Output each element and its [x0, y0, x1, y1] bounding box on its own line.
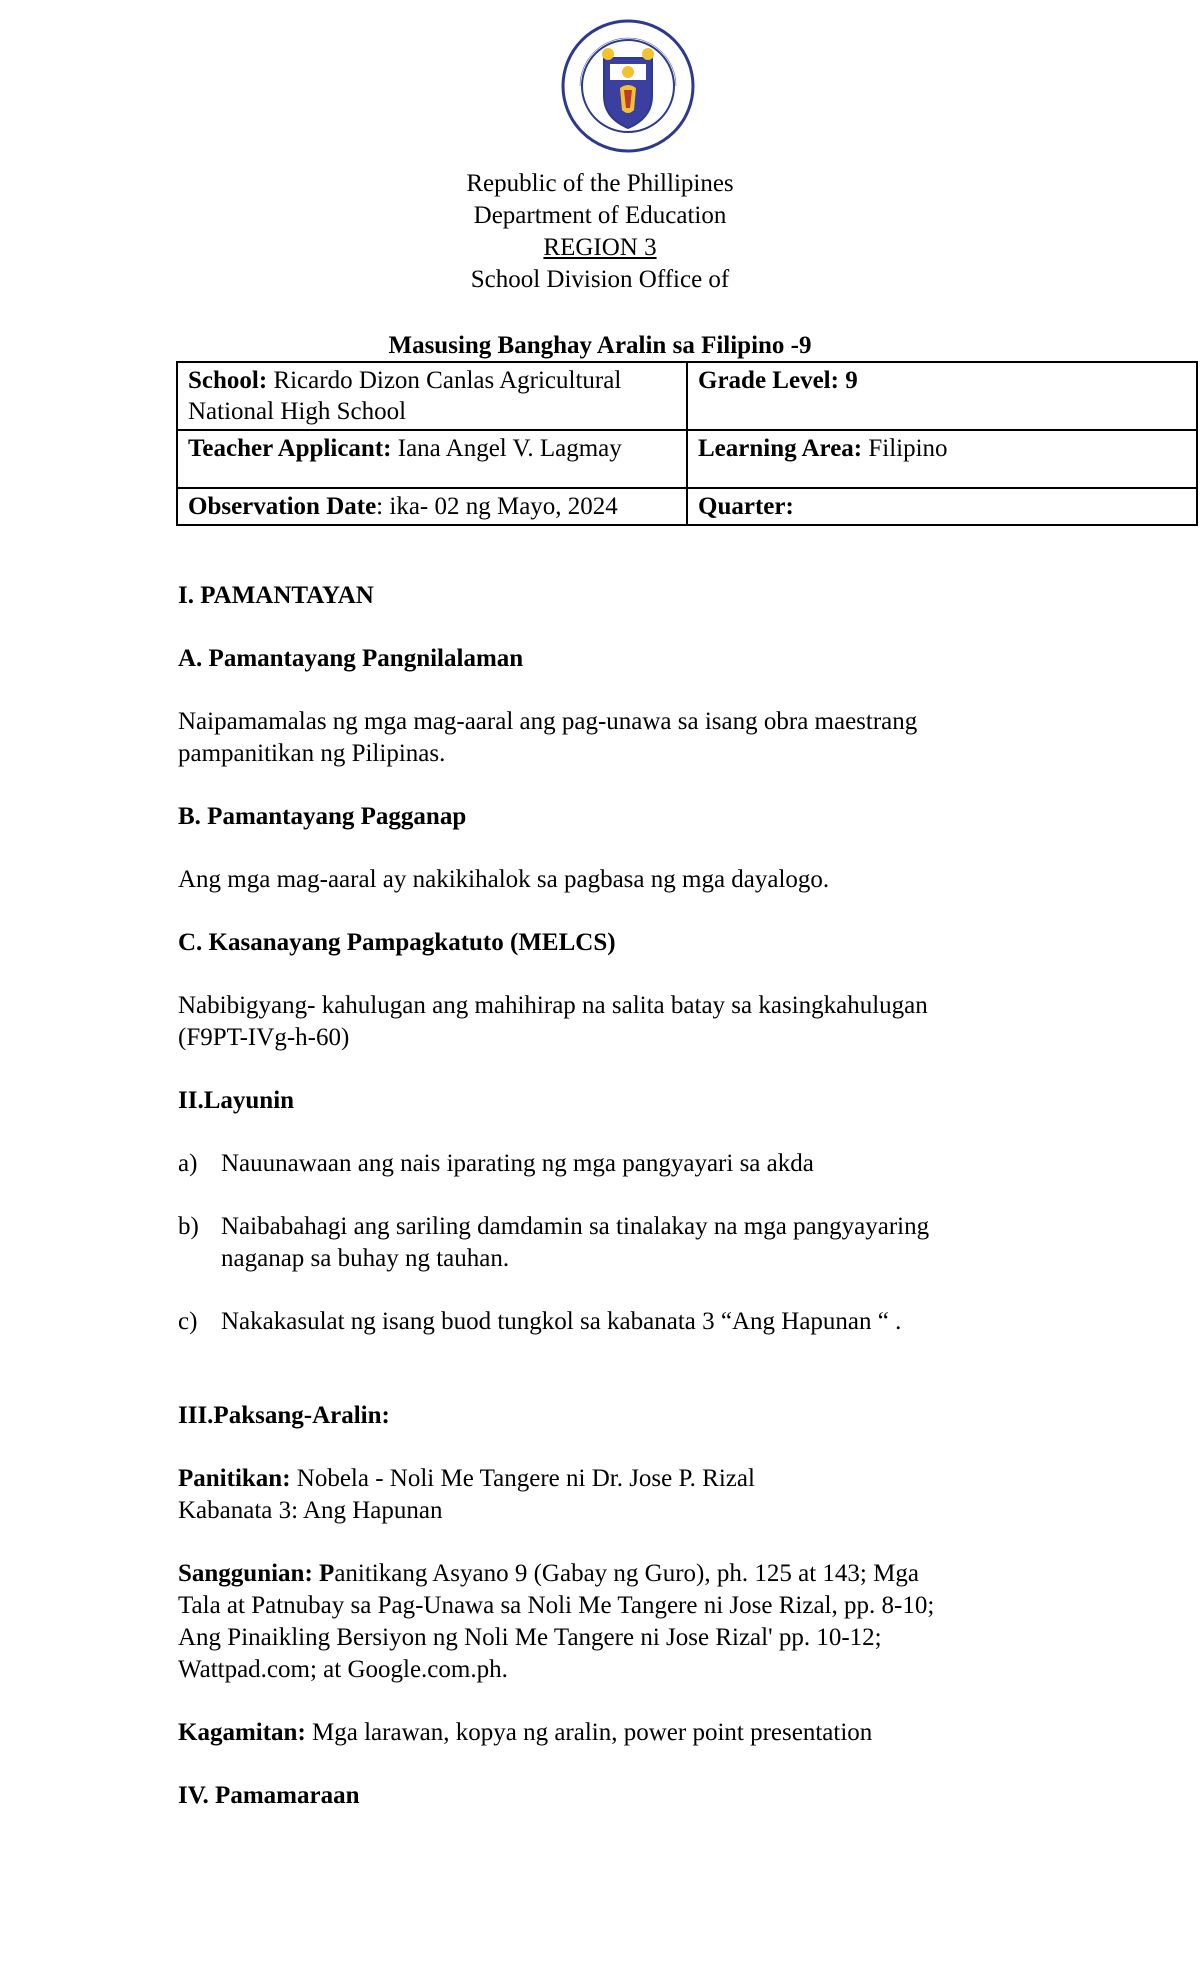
subsection-heading: B. Pamantayang Pagganap — [178, 803, 467, 830]
kagamitan-value: Mga larawan, kopya ng aralin, power point presentation — [305, 1719, 873, 1746]
school-value: Ricardo Dizon Canlas Agricultural National High School — [188, 367, 622, 425]
panitikan-label: Panitikan: — [178, 1465, 291, 1492]
info-row — [177, 430, 1197, 488]
paragraph-line: pampanitikan ng Pilipinas. — [178, 740, 446, 767]
grade-label: Grade Level: — [698, 367, 839, 394]
quarter-label: Quarter: — [698, 493, 794, 520]
paragraph-line — [178, 1463, 1118, 1495]
section-heading: I. PAMANTAYAN — [178, 582, 374, 609]
info-table — [176, 361, 1198, 526]
paragraph-line: (F9PT-IVg-h-60) — [178, 1024, 350, 1051]
list-text: Naibabahagi ang sariling damdamin sa tinalakay na mga pangyayaring — [221, 1213, 930, 1240]
teacher-label: Teacher Applicant: — [188, 435, 392, 462]
document-title: Masusing Banghay Aralin sa Filipino -9 — [388, 332, 812, 359]
subsection-heading: C. Kasanayang Pampagkatuto (MELCS) — [178, 929, 616, 956]
info-row — [177, 362, 1197, 430]
teacher-value: Iana Angel V. Lagmay — [391, 435, 622, 462]
header-republic: Republic of the Phillipines — [466, 170, 734, 197]
paragraph-line — [178, 1558, 1118, 1590]
school-label: School: — [188, 367, 268, 394]
school-cell — [177, 362, 687, 430]
letterhead — [0, 168, 1200, 296]
quarter-cell — [687, 488, 1197, 525]
paragraph-line: Wattpad.com; at Google.com.ph. — [178, 1656, 508, 1683]
kagamitan-label: Kagamitan: — [178, 1719, 306, 1746]
paragraph-line: Ang mga mag-aaral ay nakikihalok sa pagbasa ng mga dayalogo. — [178, 866, 830, 893]
sanggunian-label: Sanggunian: P — [178, 1560, 335, 1587]
list-marker: c) — [178, 1308, 198, 1335]
paragraph-line: Kabanata 3: Ang Hapunan — [178, 1497, 443, 1524]
paragraph-line — [178, 1717, 1118, 1749]
list-marker: a) — [178, 1150, 198, 1177]
header-department: Department of Education — [473, 202, 727, 229]
date-cell — [177, 488, 687, 525]
list-text: Nakakasulat ng isang buod tungkol sa kabanata 3 “Ang Hapunan “ . — [221, 1308, 902, 1335]
section-heading: II.Layunin — [178, 1087, 295, 1114]
sanggunian-value: anitikang Asyano 9 (Gabay ng Guro), ph. 125 at 143; Mga — [334, 1560, 919, 1587]
grade-cell — [687, 362, 1197, 430]
grade-value: 9 — [838, 367, 858, 394]
paragraph-line: Ang Pinaikling Bersiyon ng Noli Me Tangere ni Jose Rizal' pp. 10-12; — [178, 1624, 882, 1651]
panitikan-value: Nobela - Noli Me Tangere ni Dr. Jose P. Rizal — [290, 1465, 755, 1492]
deped-seal-logo — [560, 18, 696, 154]
area-label: Learning Area: — [698, 435, 863, 462]
list-marker: b) — [178, 1213, 199, 1240]
date-value: : ika- 02 ng Mayo, 2024 — [376, 493, 618, 520]
date-label: Observation Date — [188, 493, 377, 520]
section-heading: IV. Pamamaraan — [178, 1782, 360, 1809]
area-cell — [687, 430, 1197, 488]
list-text-continued: naganap sa buhay ng tauhan. — [221, 1245, 510, 1272]
header-region: REGION 3 — [543, 234, 657, 261]
area-value: Filipino — [862, 435, 948, 462]
paragraph-line: Tala at Patnubay sa Pag-Unawa sa Noli Me Tangere ni Jose Rizal, pp. 8-10; — [178, 1592, 935, 1619]
info-row — [177, 488, 1197, 525]
teacher-cell — [177, 430, 687, 488]
section-heading: III.Paksang-Aralin: — [178, 1402, 390, 1429]
paragraph-line: Naipamamalas ng mga mag-aaral ang pag-unawa sa isang obra maestrang — [178, 708, 918, 735]
paragraph-line: Nabibigyang- kahulugan ang mahihirap na salita batay sa kasingkahulugan — [178, 992, 928, 1019]
subsection-heading: A. Pamantayang Pangnilalaman — [178, 645, 524, 672]
header-division: School Division Office of — [470, 266, 730, 293]
list-text: Nauunawaan ang nais iparating ng mga pangyayari sa akda — [221, 1150, 814, 1177]
